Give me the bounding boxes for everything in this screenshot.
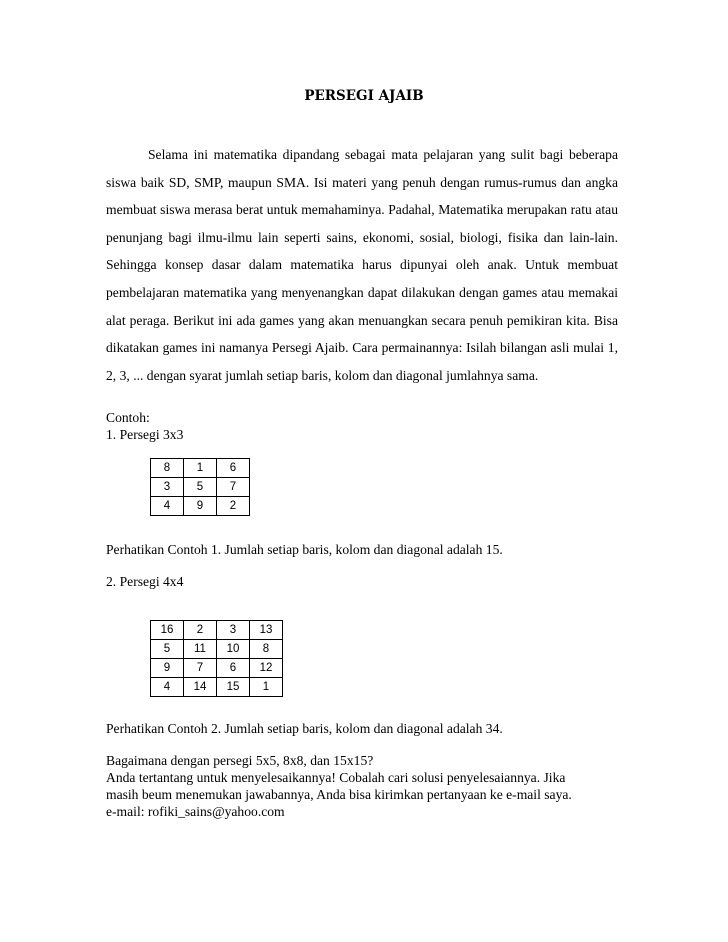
grid-cell: 7 <box>217 478 250 497</box>
table-row <box>151 678 283 697</box>
contoh-label: Contoh: <box>106 410 150 425</box>
magic-square-3x3 <box>150 458 250 516</box>
example1-heading: 1. Persegi 3x3 <box>106 427 184 442</box>
grid-cell: 3 <box>217 621 250 640</box>
grid-cell: 8 <box>250 640 283 659</box>
table-row <box>151 478 250 497</box>
grid-cell: 7 <box>184 659 217 678</box>
table-row <box>151 640 283 659</box>
grid-cell: 6 <box>217 459 250 478</box>
grid-cell: 5 <box>184 478 217 497</box>
grid-cell: 4 <box>151 678 184 697</box>
grid-cell: 5 <box>151 640 184 659</box>
table-row <box>151 621 283 640</box>
grid-cell: 2 <box>217 497 250 516</box>
example2-heading: 2. Persegi 4x4 <box>106 574 184 589</box>
grid-cell: 9 <box>151 659 184 678</box>
table-row <box>151 497 250 516</box>
document-title: PERSEGI AJAIB <box>304 88 424 104</box>
table-row <box>151 459 250 478</box>
grid-cell: 9 <box>184 497 217 516</box>
grid-cell: 1 <box>250 678 283 697</box>
grid-cell: 14 <box>184 678 217 697</box>
grid-cell: 16 <box>151 621 184 640</box>
contact-email: e-mail: rofiki_sains@yahoo.com <box>106 804 285 819</box>
closing-contact-note: masih beum menemukan jawabannya, Anda bisa kirimkan pertanyaan ke e-mail saya. <box>106 787 572 802</box>
grid-cell: 2 <box>184 621 217 640</box>
grid-cell: 4 <box>151 497 184 516</box>
magic-square-4x4 <box>150 620 283 697</box>
grid-cell: 11 <box>184 640 217 659</box>
grid-cell: 1 <box>184 459 217 478</box>
grid-cell: 6 <box>217 659 250 678</box>
table-row <box>151 659 283 678</box>
closing-question: Bagaimana dengan persegi 5x5, 8x8, dan 15x15? <box>106 753 374 768</box>
grid-cell: 12 <box>250 659 283 678</box>
grid-cell: 8 <box>151 459 184 478</box>
grid-cell: 10 <box>217 640 250 659</box>
closing-challenge: Anda tertantang untuk menyelesaikannya! Cobalah cari solusi penyelesaiannya. Jika <box>106 770 566 785</box>
intro-paragraph: Selama ini matematika dipandang sebagai mata pelajaran yang sulit bagi beberapa siswa baik SD, SMP, maupun SMA. Isi materi yang penuh dengan rumus-rumus dan angka membuat siswa merasa berat untuk memahaminya. Padahal, Matematika merupakan ratu atau penunjang bagi ilmu-ilmu lain seperti sains, ekonomi, sosial, biologi, fisika dan lain-lain. Sehingga konsep dasar dalam matematika harus dipunyai oleh anak. Untuk membuat pembelajaran matematika yang menyenangkan dapat dilakukan dengan games atau memakai alat peraga. Berikut ini ada games yang akan menuangkan secara penuh pemikiran kita. Bisa dikatakan games ini namanya Persegi Ajaib. Cara permainannya: Isilah bilangan asli mulai 1, 2, 3, ... dengan syarat jumlah setiap baris, kolom dan diagonal jumlahnya sama. <box>106 147 618 383</box>
example2-note: Perhatikan Contoh 2. Jumlah setiap baris, kolom dan diagonal adalah 34. <box>106 721 503 736</box>
grid-cell: 15 <box>217 678 250 697</box>
grid-cell: 3 <box>151 478 184 497</box>
example1-note: Perhatikan Contoh 1. Jumlah setiap baris, kolom dan diagonal adalah 15. <box>106 542 503 557</box>
grid-cell: 13 <box>250 621 283 640</box>
